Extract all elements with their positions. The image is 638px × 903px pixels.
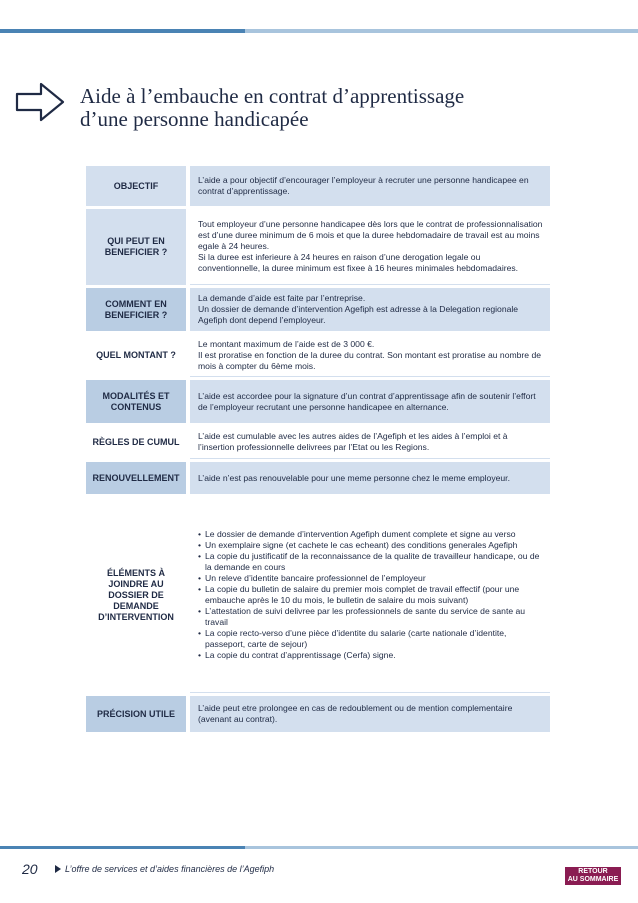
list-item: • Un releve d’identite bancaire professionnel de l’employeur bbox=[198, 573, 543, 584]
footer-text: L’offre de services et d’aides financières de l’Agefiph bbox=[65, 864, 275, 874]
row-label: RÈGLES DE CUMUL bbox=[86, 426, 186, 459]
list-item: • Un exemplaire signe (et cachete le cas echeant) des conditions generales Agefiph bbox=[198, 540, 543, 551]
list-item: • La copie recto-verso d’une pièce d’identite du salarie (carte nationale d’identite, passeport, carte de sejour) bbox=[198, 628, 543, 650]
row-renouvellement bbox=[86, 462, 550, 494]
row-text: Tout employeur d’une personne handicapee dès lors que le contrat de professionnalisation est d’une duree minimum de 6 mois et que la duree hebdomadaire de travail est au moins egale à 24 heures. bbox=[198, 219, 543, 251]
row-text: La demande d’aide est faite par l’entreprise. bbox=[198, 293, 366, 303]
row-text: L’aide est cumulable avec les autres aides de l’Agefiph et les aides à l’emploi et à l’insertion professionnelle delivrees par l’Etat ou les Regions. bbox=[198, 431, 508, 452]
row-modalites bbox=[86, 380, 550, 423]
documents-list bbox=[198, 529, 543, 661]
aid-details-table bbox=[86, 166, 550, 735]
triangle-icon bbox=[55, 865, 61, 873]
row-label: RENOUVELLEMENT bbox=[86, 462, 186, 494]
row-text: L’aide n’est pas renouvelable pour une meme personne chez le meme employeur. bbox=[198, 472, 510, 483]
row-content bbox=[190, 462, 550, 494]
top-rule-accent bbox=[0, 29, 245, 33]
row-label: COMMENT EN BENEFICIER ? bbox=[86, 288, 186, 331]
row-label: MODALITÉS ET CONTENUS bbox=[86, 380, 186, 423]
page-title bbox=[80, 85, 600, 131]
row-content bbox=[190, 497, 550, 693]
bottom-rule-accent bbox=[0, 846, 245, 849]
row-label: OBJECTIF bbox=[86, 166, 186, 206]
row-text: L’aide est accordee pour la signature d’un contrat d’apprentissage afin de soutenir l’effort de l’employeur recrutant une personne handicapee en alternance. bbox=[198, 390, 536, 412]
row-content bbox=[190, 380, 550, 423]
row-elements bbox=[86, 497, 550, 693]
row-objectif bbox=[86, 166, 550, 206]
row-montant bbox=[86, 334, 550, 377]
list-item: • Le dossier de demande d’intervention Agefiph dument complete et signe au verso bbox=[198, 529, 543, 540]
page-number: 20 bbox=[22, 861, 38, 877]
row-content bbox=[190, 696, 550, 732]
arrow-right-icon bbox=[15, 80, 67, 124]
row-text: Un dossier de demande d’intervention Agefiph est adresse à la Delegation regionale Agefiph dont depend l’employeur. bbox=[198, 304, 519, 325]
row-label: QUEL MONTANT ? bbox=[86, 334, 186, 377]
row-comment bbox=[86, 288, 550, 331]
row-content bbox=[190, 166, 550, 206]
row-content bbox=[190, 209, 550, 285]
list-item: • La copie du bulletin de salaire du premier mois complet de travail effectif (pour une embauche après le 10 du mois, le bulletin de salaire du mois suivant) bbox=[198, 584, 543, 606]
list-item: • L’attestation de suivi delivree par les professionnels de sante du service de sante au travail bbox=[198, 606, 543, 628]
list-item: • La copie du contrat d’apprentissage (Cerfa) signe. bbox=[198, 650, 543, 661]
row-text: Le montant maximum de l’aide est de 3 000 €. bbox=[198, 338, 375, 349]
row-cumul bbox=[86, 426, 550, 459]
top-rule bbox=[0, 29, 638, 33]
row-qui-peut bbox=[86, 209, 550, 285]
row-content bbox=[190, 426, 550, 459]
return-line-2: AU SOMMAIRE bbox=[567, 876, 619, 883]
row-text: Si la duree est inferieure à 24 heures en raison d’une derogation legale ou conventionnelle, la duree minimum est fixee à 16 heures minimales hebdomadaires. bbox=[198, 252, 519, 273]
row-label: QUI PEUT EN BENEFICIER ? bbox=[86, 209, 186, 285]
row-content bbox=[190, 288, 550, 331]
row-content bbox=[190, 334, 550, 377]
row-text: L’aide peut etre prolongee en cas de redoublement ou de mention complementaire (avenant au contrat). bbox=[198, 703, 513, 724]
row-text: L’aide a pour objectif d’encourager l’employeur à recruter une personne handicapee en contrat d’apprentissage. bbox=[198, 175, 529, 196]
return-to-summary-button[interactable] bbox=[565, 867, 621, 885]
row-label: PRÉCISION UTILE bbox=[86, 696, 186, 732]
row-precision bbox=[86, 696, 550, 732]
row-text: Il est proratise en fonction de la duree du contrat. Son montant est proratise au nombre de mois à compter du 6ème mois. bbox=[198, 349, 541, 371]
return-line-1: RETOUR bbox=[578, 868, 608, 875]
title-line-1: Aide à l’embauche en contrat d’apprentissage bbox=[80, 84, 465, 108]
bottom-rule bbox=[0, 846, 638, 849]
list-item: • La copie du justificatif de la reconnaissance de la qualite de travailleur handicape, ou de la demande en cours bbox=[198, 551, 543, 573]
footer-title bbox=[55, 864, 274, 874]
title-line-2: d’une personne handicapée bbox=[80, 107, 309, 131]
row-label: ÉLÉMENTS À JOINDRE AU DOSSIER DE DEMANDE D’INTERVENTION bbox=[86, 497, 186, 693]
